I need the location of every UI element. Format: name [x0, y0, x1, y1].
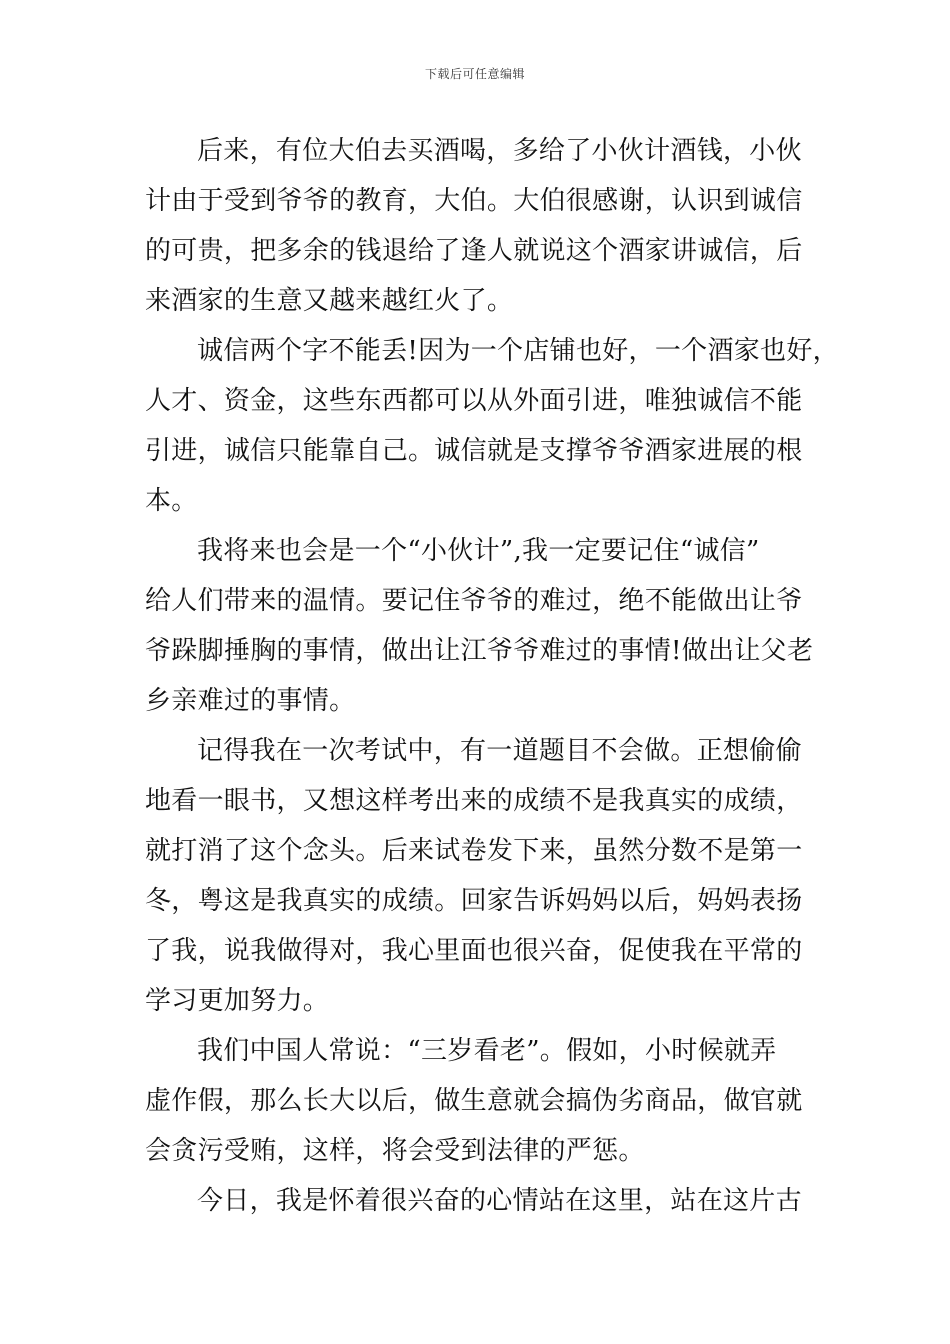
text-line: 冬，粤这是我真实的成绩。回家告诉妈妈以后，妈妈表扬 — [145, 886, 803, 916]
text-line: 记得我在一次考试中，有一道题目不会做。正想偷偷 — [197, 736, 802, 766]
header-note: 下载后可任意编辑 — [424, 67, 525, 81]
text-line: 虚作假，那么长大以后，做生意就会搞伪劣商品，做官就 — [145, 1086, 803, 1116]
text-line: 的可贵，把多余的钱退给了逢人就说这个酒家讲诚信，后 — [145, 236, 803, 266]
text-line: 地看一眼书，又想这样考出来的成绩不是我真实的成绩， — [145, 786, 803, 816]
text-line: 后来，有位大伯去买酒喝，多给了小伙计酒钱，小伙 — [197, 136, 802, 166]
text-line: 学习更加努力。 — [145, 986, 330, 1016]
text-line: 乡亲难过的事情。 — [145, 686, 356, 716]
text-line: 了我，说我做得对，我心里面也很兴奋，促使我在平常的 — [145, 936, 803, 966]
text-line: 今日，我是怀着很兴奋的心情站在这里，站在这片古 — [197, 1186, 802, 1216]
text-line: 计由于受到爷爷的教育，大伯。大伯很感谢，认识到诚信 — [145, 186, 803, 216]
text-line: 爷跺脚捶胸的事情，做出让江爷爷难过的事情!做出让父老 — [145, 636, 814, 666]
text-line: 人才、资金，这些东西都可以从外面引进，唯独诚信不能 — [145, 386, 803, 416]
text-line: 诚信两个字不能丢!因为一个店铺也好，一个酒家也好， — [197, 336, 839, 366]
text-line: 给人们带来的温情。要记住爷爷的难过，绝不能做出让爷 — [145, 586, 803, 616]
text-line: 我们中国人常说：“三岁看老”。假如，小时候就弄 — [197, 1036, 777, 1066]
text-line: 本。 — [145, 486, 198, 516]
text-line: 来酒家的生意又越来越红火了。 — [145, 286, 514, 316]
text-line: 会贪污受贿，这样，将会受到法律的严惩。 — [145, 1136, 645, 1166]
text-line: 就打消了这个念头。后来试卷发下来，虽然分数不是第一 — [145, 836, 803, 866]
text-line: 我将来也会是一个“小伙计”,我一定要记住“诚信” — [197, 536, 760, 566]
text-line: 引进，诚信只能靠自己。诚信就是支撑爷爷酒家进展的根 — [145, 436, 803, 466]
